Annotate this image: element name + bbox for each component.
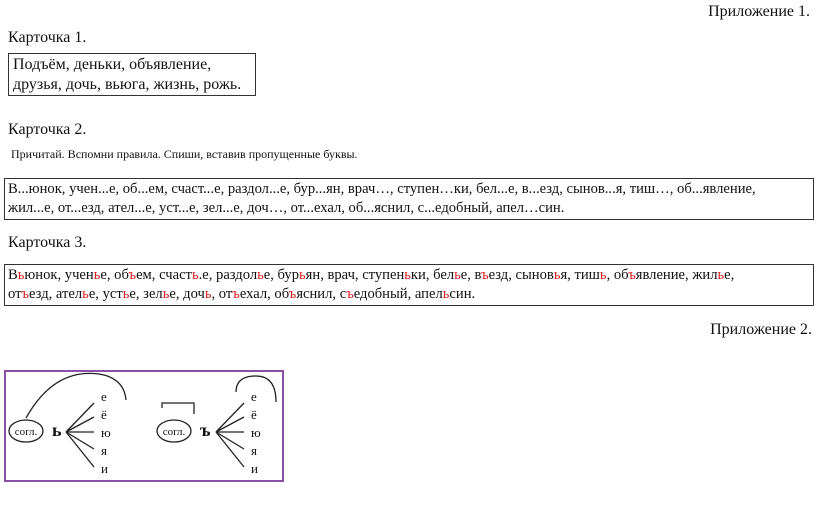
- text-segment: я, тиш: [560, 267, 600, 283]
- text-segment: ем, счаст: [136, 267, 192, 283]
- highlighted-sign: ь: [299, 267, 306, 283]
- text-segment: езд, сынов: [488, 267, 554, 283]
- hard-sign-letter: ъ: [200, 420, 211, 440]
- text-segment: ян, врач, ступен: [305, 267, 405, 283]
- consonant-label-soft: согл.: [14, 426, 38, 438]
- soft-sign-vowels: [101, 389, 111, 476]
- text-segment: е, бур: [263, 267, 300, 283]
- highlighted-sign: ь: [17, 267, 25, 283]
- card-2-line: жил...е, от...езд, ател...е, уст...е, зел...е, доч…, от...ехал, об...яснил, с...едобный, апел…син.: [8, 200, 565, 216]
- vowel-label: и: [251, 461, 258, 476]
- card-3-box: [4, 264, 814, 306]
- highlighted-sign: ъ: [288, 286, 297, 302]
- soft-sign-letter: ь: [52, 420, 62, 440]
- text-segment: езд, ател: [29, 286, 83, 302]
- card-1-title: Карточка 1.: [8, 29, 87, 46]
- highlighted-sign: ь: [717, 267, 725, 283]
- hard-sign-arrows: [216, 403, 244, 467]
- highlighted-sign: ъ: [628, 267, 636, 283]
- vowel-label: ю: [101, 425, 111, 440]
- text-segment: ехал, об: [239, 286, 289, 302]
- text-segment: , об: [606, 267, 629, 283]
- hard-sign-vowels: [251, 389, 261, 476]
- text-segment: явление, жил: [635, 267, 718, 283]
- text-segment: .е, раздол: [198, 267, 258, 283]
- highlighted-sign: ь: [122, 286, 130, 302]
- card-3-line: [8, 285, 810, 304]
- highlighted-sign: ъ: [232, 286, 240, 302]
- text-segment: ки, бел: [410, 267, 455, 283]
- highlighted-sign: ь: [93, 267, 101, 283]
- text-segment: юнок, учен: [24, 267, 94, 283]
- highlighted-sign: ь: [204, 286, 212, 302]
- highlighted-sign: ь: [454, 267, 461, 283]
- text-segment: е,: [724, 267, 735, 283]
- text-segment: син.: [449, 286, 476, 302]
- highlighted-sign: ь: [442, 286, 450, 302]
- card-3-title: Карточка 3.: [8, 234, 87, 251]
- appendix-2-label: Приложение 2.: [710, 321, 812, 338]
- consonant-label-hard: согл.: [162, 426, 186, 438]
- highlighted-sign: ь: [553, 267, 561, 283]
- vowel-label: и: [101, 461, 108, 476]
- vowel-label: ё: [101, 407, 107, 422]
- vowel-label: ё: [251, 407, 257, 422]
- highlighted-sign: ъ: [21, 286, 30, 302]
- text-segment: едобный, апел: [353, 286, 443, 302]
- sign-diagram: [4, 370, 284, 482]
- highlighted-sign: ъ: [128, 267, 137, 283]
- text-segment: е, в: [460, 267, 482, 283]
- text-segment: В: [8, 267, 18, 283]
- text-segment: от: [8, 286, 22, 302]
- highlighted-sign: ъ: [481, 267, 489, 283]
- text-segment: е, уст: [88, 286, 123, 302]
- text-segment: е, об: [100, 267, 129, 283]
- highlighted-sign: ь: [162, 286, 170, 302]
- card-1-box: [8, 53, 256, 96]
- soft-sign-arrows: [66, 403, 94, 467]
- text-segment: е, доч: [169, 286, 205, 302]
- vowel-label: я: [251, 443, 257, 458]
- appendix-1-label: Приложение 1.: [708, 3, 810, 20]
- highlighted-sign: ъ: [346, 286, 354, 302]
- highlighted-sign: ь: [257, 267, 264, 283]
- card-1-line: Подъём, деньки, объявление,: [13, 56, 212, 73]
- highlighted-sign: ь: [82, 286, 89, 302]
- vowel-label: е: [251, 389, 257, 404]
- card-2-line: В...юнок, учен...е, об...ем, счаст...е, раздол...е, бур...ян, врач…, ступен…ки, бел...е, в...езд, сынов...я, тиш…, об...явление,: [8, 181, 756, 197]
- highlighted-sign: ь: [404, 267, 411, 283]
- highlighted-sign: ь: [599, 267, 607, 283]
- highlighted-sign: ь: [191, 267, 199, 283]
- card-2-title: Карточка 2.: [8, 121, 87, 138]
- text-segment: , от: [211, 286, 233, 302]
- vowel-label: е: [101, 389, 107, 404]
- soft-sign-arc: [26, 373, 126, 418]
- card-1-line: друзья, дочь, вьюга, жизнь, рожь.: [13, 76, 242, 93]
- card-2-box: [4, 178, 814, 220]
- vowel-label: ю: [251, 425, 261, 440]
- hard-sign-bracket: [162, 403, 194, 414]
- text-segment: яснил, с: [296, 286, 347, 302]
- card-3-line: [8, 266, 810, 285]
- vowel-label: я: [101, 443, 107, 458]
- card-2-instruction: Причитай. Вспомни правила. Спиши, вставив пропущенные буквы.: [11, 147, 358, 161]
- text-segment: е, зел: [129, 286, 163, 302]
